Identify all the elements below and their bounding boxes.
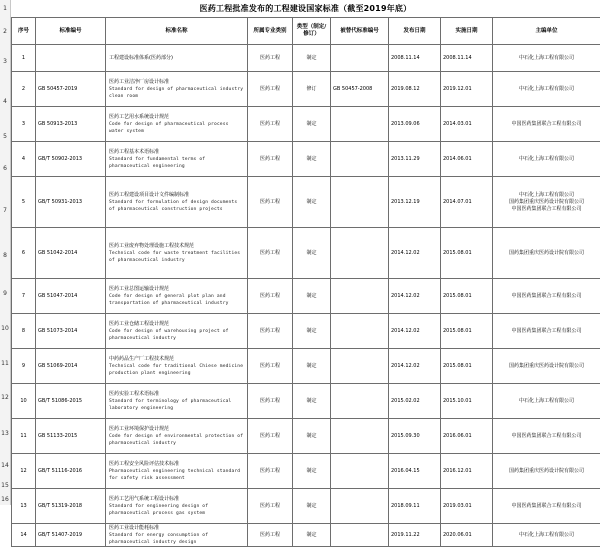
cell-code[interactable]: GB/T 51407-2019 — [36, 524, 106, 547]
dept-line: 中石化上海工程有限公司 — [495, 86, 598, 93]
cell-publish[interactable]: 2015.02.02 — [389, 384, 441, 419]
name-cn: 医药工业洁净厂房设计标准 — [109, 79, 245, 86]
cell-name[interactable] — [106, 349, 248, 384]
cell-implement[interactable]: 2014.03.01 — [441, 107, 493, 142]
cell-code[interactable]: GB 50913-2013 — [36, 107, 106, 142]
cell-seq[interactable]: 14 — [12, 524, 36, 547]
dept-line: 国药集团重庆医药设计院有限公司 — [495, 468, 598, 475]
table-row — [12, 524, 600, 547]
dept-line: 中国医药集团联合工程有限公司 — [495, 433, 598, 440]
cell-implement[interactable]: 2008.11.14 — [441, 45, 493, 72]
row-number[interactable]: 7 — [0, 207, 10, 215]
cell-dept[interactable] — [493, 72, 600, 107]
row-number[interactable]: 10 — [0, 325, 10, 333]
standards-table — [11, 17, 600, 547]
row-number[interactable]: 8 — [0, 252, 10, 260]
cell-category[interactable]: 医药工程 — [248, 177, 293, 228]
cell-type[interactable]: 制定 — [293, 384, 331, 419]
spreadsheet — [11, 0, 600, 547]
table-row — [12, 142, 600, 177]
cell-dept[interactable] — [493, 349, 600, 384]
cell-category[interactable]: 医药工程 — [248, 524, 293, 547]
name-en: Standard for engineering design of pharmaceutical process gas system — [109, 503, 245, 517]
cell-implement[interactable]: 2015.08.01 — [441, 279, 493, 314]
name-cn: 中药药品生产厂工程技术规范 — [109, 356, 245, 363]
cell-seq[interactable]: 8 — [12, 314, 36, 349]
cell-name[interactable] — [106, 142, 248, 177]
cell-code[interactable]: GB 51073-2014 — [36, 314, 106, 349]
row-number[interactable]: 16 — [0, 496, 10, 504]
name-en: Technical code for waste treatment facilities of pharmaceutical industry — [109, 250, 245, 264]
cell-publish[interactable]: 2016.04.15 — [389, 454, 441, 489]
cell-publish[interactable]: 2019.08.12 — [389, 72, 441, 107]
cell-seq[interactable]: 7 — [12, 279, 36, 314]
cell-type[interactable]: 制定 — [293, 524, 331, 547]
cell-type[interactable]: 修订 — [293, 72, 331, 107]
cell-dept[interactable] — [493, 177, 600, 228]
table-row — [12, 454, 600, 489]
name-cn: 医药工程建设项目设计文件编制标准 — [109, 192, 245, 199]
cell-replaced[interactable] — [331, 142, 389, 177]
name-cn: 工程建设标准体系(医药部分) — [109, 55, 245, 62]
cell-replaced[interactable] — [331, 419, 389, 454]
cell-publish[interactable]: 2015.09.30 — [389, 419, 441, 454]
cell-implement[interactable]: 2020.06.01 — [441, 524, 493, 547]
cell-category[interactable]: 医药工程 — [248, 349, 293, 384]
cell-name[interactable] — [106, 107, 248, 142]
row-number[interactable]: 5 — [0, 133, 10, 141]
cell-code[interactable]: GB/T 51319-2018 — [36, 489, 106, 524]
cell-category[interactable]: 医药工程 — [248, 314, 293, 349]
name-cn: 医药工艺用气系统工程设计标准 — [109, 496, 245, 503]
cell-name[interactable] — [106, 45, 248, 72]
cell-category[interactable]: 医药工程 — [248, 279, 293, 314]
cell-seq[interactable]: 12 — [12, 454, 36, 489]
name-en: Code for design of environmental protection of pharmaceutical industry — [109, 433, 245, 447]
cell-seq[interactable]: 10 — [12, 384, 36, 419]
cell-publish[interactable]: 2018.09.11 — [389, 489, 441, 524]
cell-replaced[interactable] — [331, 349, 389, 384]
dept-line: 国药集团重庆医药设计院有限公司 — [495, 363, 598, 370]
cell-publish[interactable]: 2013.11.29 — [389, 142, 441, 177]
row-number[interactable]: 14 — [0, 462, 10, 470]
cell-dept[interactable] — [493, 454, 600, 489]
header-seq[interactable]: 序号 — [12, 18, 36, 45]
cell-code[interactable]: GB/T 51116-2016 — [36, 454, 106, 489]
cell-category[interactable]: 医药工程 — [248, 489, 293, 524]
table-row — [12, 279, 600, 314]
cell-implement[interactable]: 2015.08.01 — [441, 228, 493, 279]
cell-seq[interactable]: 1 — [12, 45, 36, 72]
cell-name[interactable] — [106, 279, 248, 314]
header-name[interactable]: 标准名称 — [106, 18, 248, 45]
dept-line: 中石化上海工程有限公司 — [495, 156, 598, 163]
cell-dept[interactable] — [493, 45, 600, 72]
cell-implement[interactable]: 2014.06.01 — [441, 142, 493, 177]
cell-seq[interactable]: 6 — [12, 228, 36, 279]
cell-publish[interactable]: 2013.12.19 — [389, 177, 441, 228]
cell-implement[interactable]: 2015.10.01 — [441, 384, 493, 419]
cell-dept[interactable] — [493, 489, 600, 524]
row-number-gutter — [0, 0, 11, 505]
cell-category[interactable]: 医药工程 — [248, 107, 293, 142]
dept-line: 中石化上海工程有限公司 — [495, 192, 598, 199]
cell-publish[interactable]: 2014.12.02 — [389, 228, 441, 279]
header-type[interactable]: 类型（制定/修订） — [293, 18, 331, 45]
header-category[interactable]: 所属专业类别 — [248, 18, 293, 45]
row-number[interactable]: 6 — [0, 165, 10, 173]
dept-line: 国药集团重庆医药设计院有限公司 — [495, 199, 598, 206]
header-publish[interactable]: 发布日期 — [389, 18, 441, 45]
cell-replaced[interactable] — [331, 107, 389, 142]
dept-line: 中国医药集团联合工程有限公司 — [495, 206, 598, 213]
cell-type[interactable]: 制定 — [293, 142, 331, 177]
cell-seq[interactable]: 5 — [12, 177, 36, 228]
name-en: Pharmaceutical engineering technical standard for safety risk assessment — [109, 468, 245, 482]
cell-category[interactable]: 医药工程 — [248, 142, 293, 177]
cell-type[interactable]: 制定 — [293, 177, 331, 228]
row-number[interactable]: 15 — [0, 482, 10, 490]
cell-category[interactable]: 医药工程 — [248, 45, 293, 72]
name-en: Standard for design of pharmaceutical industry clean room — [109, 86, 245, 100]
cell-replaced[interactable] — [331, 454, 389, 489]
cell-category[interactable]: 医药工程 — [248, 419, 293, 454]
cell-replaced[interactable] — [331, 314, 389, 349]
dept-line: 中国医药集团联合工程有限公司 — [495, 503, 598, 510]
cell-name[interactable] — [106, 72, 248, 107]
cell-name[interactable] — [106, 228, 248, 279]
cell-code[interactable]: GB 51133-2015 — [36, 419, 106, 454]
cell-code[interactable]: GB/T 51086-2015 — [36, 384, 106, 419]
dept-line: 中石化上海工程有限公司 — [495, 532, 598, 539]
cell-code[interactable] — [36, 45, 106, 72]
name-en: Code for design of pharmaceutical process water system — [109, 121, 245, 135]
dept-line: 中石化上海工程有限公司 — [495, 55, 598, 62]
cell-publish[interactable]: 2014.12.02 — [389, 314, 441, 349]
dept-line: 中石化上海工程有限公司 — [495, 398, 598, 405]
cell-dept[interactable] — [493, 384, 600, 419]
cell-code[interactable]: GB/T 50902-2013 — [36, 142, 106, 177]
cell-dept[interactable] — [493, 107, 600, 142]
table-row — [12, 349, 600, 384]
header-implement[interactable]: 实施日期 — [441, 18, 493, 45]
cell-replaced[interactable] — [331, 228, 389, 279]
cell-implement[interactable]: 2016.12.01 — [441, 454, 493, 489]
cell-seq[interactable]: 11 — [12, 419, 36, 454]
table-body — [12, 45, 600, 547]
cell-code[interactable]: GB 51069-2014 — [36, 349, 106, 384]
cell-category[interactable]: 医药工程 — [248, 384, 293, 419]
cell-seq[interactable]: 13 — [12, 489, 36, 524]
cell-type[interactable]: 制定 — [293, 314, 331, 349]
cell-implement[interactable]: 2019.03.01 — [441, 489, 493, 524]
cell-type[interactable]: 制定 — [293, 489, 331, 524]
cell-implement[interactable]: 2014.07.01 — [441, 177, 493, 228]
cell-name[interactable] — [106, 454, 248, 489]
cell-name[interactable] — [106, 384, 248, 419]
name-en: Standard for fundamental terms of pharmaceutical engineering — [109, 156, 245, 170]
cell-seq[interactable]: 2 — [12, 72, 36, 107]
cell-type[interactable]: 制定 — [293, 45, 331, 72]
header-row — [12, 18, 600, 45]
name-en: Code for design of general plot plan and transportation of pharmaceutical industry — [109, 293, 245, 307]
cell-dept[interactable] — [493, 228, 600, 279]
row-number[interactable]: 9 — [0, 290, 10, 298]
cell-type[interactable]: 制定 — [293, 349, 331, 384]
table-row — [12, 228, 600, 279]
cell-implement[interactable]: 2015.08.01 — [441, 314, 493, 349]
cell-implement[interactable]: 2016.06.01 — [441, 419, 493, 454]
name-cn: 医药工业废弃物处理设施工程技术规范 — [109, 243, 245, 250]
cell-seq[interactable]: 4 — [12, 142, 36, 177]
cell-code[interactable]: GB 50457-2019 — [36, 72, 106, 107]
table-row — [12, 45, 600, 72]
dept-line: 国药集团重庆医药设计院有限公司 — [495, 250, 598, 257]
name-cn: 医药工程基本术语标准 — [109, 149, 245, 156]
cell-code[interactable]: GB 51047-2014 — [36, 279, 106, 314]
cell-publish[interactable]: 2008.11.14 — [389, 45, 441, 72]
table-row — [12, 107, 600, 142]
cell-publish[interactable]: 2013.09.06 — [389, 107, 441, 142]
cell-code[interactable]: GB 51042-2014 — [36, 228, 106, 279]
cell-name[interactable] — [106, 314, 248, 349]
cell-publish[interactable]: 2014.12.02 — [389, 349, 441, 384]
name-cn: 医药工艺用水系统设计规范 — [109, 114, 245, 121]
table-row — [12, 177, 600, 228]
row-number[interactable]: 11 — [0, 360, 10, 368]
cell-type[interactable]: 制定 — [293, 279, 331, 314]
name-cn: 医药工程安全风险评估技术标准 — [109, 461, 245, 468]
cell-category[interactable]: 医药工程 — [248, 228, 293, 279]
cell-implement[interactable]: 2019.12.01 — [441, 72, 493, 107]
cell-publish[interactable]: 2019.11.22 — [389, 524, 441, 547]
cell-seq[interactable]: 3 — [12, 107, 36, 142]
sheet-title[interactable]: 医药工程批准发布的工程建设国家标准（截至2019年底） — [11, 0, 600, 17]
row-number[interactable]: 3 — [0, 58, 10, 66]
cell-name[interactable] — [106, 489, 248, 524]
table-row — [12, 419, 600, 454]
name-en: Technical code for traditional Chiese medicine production plant engineering — [109, 363, 245, 377]
header-code[interactable]: 标准编号 — [36, 18, 106, 45]
name-en: Standard for energy consumption of pharmaceutical industry design — [109, 532, 245, 546]
cell-name[interactable] — [106, 419, 248, 454]
row-number[interactable]: 1 — [0, 5, 10, 13]
cell-type[interactable]: 制定 — [293, 228, 331, 279]
name-en: Standard for terminology of pharmaceutical laboratory engineering — [109, 398, 245, 412]
cell-replaced[interactable] — [331, 177, 389, 228]
cell-replaced[interactable] — [331, 489, 389, 524]
cell-category[interactable]: 医药工程 — [248, 454, 293, 489]
header-dept[interactable]: 主编单位 — [493, 18, 600, 45]
name-cn: 医药实验工程术语标准 — [109, 391, 245, 398]
cell-dept[interactable] — [493, 279, 600, 314]
table-row — [12, 314, 600, 349]
cell-replaced[interactable] — [331, 524, 389, 547]
cell-replaced[interactable] — [331, 384, 389, 419]
cell-seq[interactable]: 9 — [12, 349, 36, 384]
cell-dept[interactable] — [493, 142, 600, 177]
cell-name[interactable] — [106, 177, 248, 228]
cell-name[interactable] — [106, 524, 248, 547]
row-number[interactable]: 12 — [0, 394, 10, 402]
dept-line: 中国医药集团联合工程有限公司 — [495, 121, 598, 128]
cell-dept[interactable] — [493, 314, 600, 349]
cell-type[interactable]: 制定 — [293, 454, 331, 489]
cell-code[interactable]: GB/T 50931-2013 — [36, 177, 106, 228]
cell-type[interactable]: 制定 — [293, 107, 331, 142]
name-cn: 医药工业环境保护设计规范 — [109, 426, 245, 433]
table-row — [12, 489, 600, 524]
cell-replaced[interactable] — [331, 45, 389, 72]
dept-line: 中国医药集团联合工程有限公司 — [495, 328, 598, 335]
row-number[interactable]: 2 — [0, 28, 10, 36]
cell-dept[interactable] — [493, 419, 600, 454]
cell-replaced[interactable] — [331, 279, 389, 314]
name-cn: 医药工业仓储工程设计规范 — [109, 321, 245, 328]
cell-dept[interactable] — [493, 524, 600, 547]
cell-implement[interactable]: 2015.08.01 — [441, 349, 493, 384]
row-number[interactable]: 4 — [0, 98, 10, 106]
cell-replaced[interactable]: GB 50457-2008 — [331, 72, 389, 107]
cell-category[interactable]: 医药工程 — [248, 72, 293, 107]
name-en: Code for design of warehousing project of pharmaceutical industry — [109, 328, 245, 342]
name-cn: 医药工业设计能耗标准 — [109, 525, 245, 532]
table-row — [12, 72, 600, 107]
cell-type[interactable]: 制定 — [293, 419, 331, 454]
table-row — [12, 384, 600, 419]
row-number[interactable]: 13 — [0, 430, 10, 438]
dept-line: 中国医药集团联合工程有限公司 — [495, 293, 598, 300]
cell-publish[interactable]: 2014.12.02 — [389, 279, 441, 314]
header-replaced[interactable]: 被替代标准编号 — [331, 18, 389, 45]
name-en: Standard for formulation of design documents of pharmaceutical construction projects — [109, 199, 245, 213]
name-cn: 医药工业总图运输设计规范 — [109, 286, 245, 293]
